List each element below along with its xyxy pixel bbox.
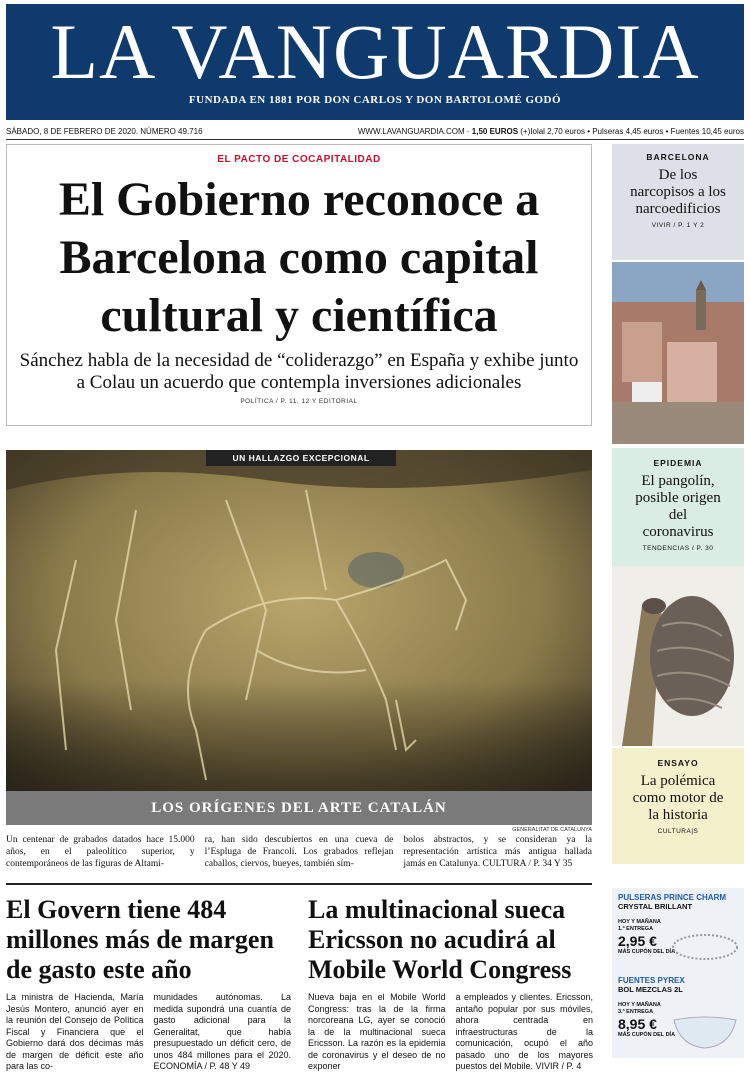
promo-price: 8,95 € [618, 1016, 657, 1032]
story-ericsson[interactable] [308, 895, 593, 1073]
sidebar-label: EPIDEMIA [653, 458, 703, 468]
divider [6, 139, 744, 140]
founded-line: FUNDADA EN 1881 POR DON CARLOS Y DON BARTOLOMÉ GODÓ [188, 94, 562, 106]
newspaper-logo[interactable]: LA VANGUARDIA [50, 8, 700, 95]
promo-bracelets[interactable] [618, 893, 740, 956]
story-col-1: La ministra de Hacienda, María Jesús Montero, anunció ayer en la reunión del Consejo de Política Fiscal y Financiera que el Gobierno dará dos décimas más de margen de déficit este año para las co- [6, 992, 144, 1071]
photo-tag: UN HALLAZGO EXCEPCIONAL [206, 450, 396, 466]
sidebar-title[interactable]: De los narcopisos a los narcoedificios [630, 167, 726, 217]
extras-price: (+)Iolal 2,70 euros • Pulseras 4,45 euros • Fuentes 10,45 euros [520, 126, 744, 136]
sidebar-title[interactable]: La polémica como motor de la historia [632, 773, 724, 823]
story-headline[interactable]: La multinacional sueca Ericsson no acudirá al Mobile World Congress [308, 895, 572, 984]
website[interactable]: WWW.LAVANGUARDIA.COM [357, 126, 465, 136]
story-headline[interactable]: El Govern tiene 484 millones más de margen de gasto este año [6, 895, 274, 984]
sidebar-teaser-epidemia[interactable] [612, 448, 744, 566]
sidebar-ref: CULTURA|S [657, 828, 699, 835]
promo-brand: FUENTES PYREX [618, 976, 685, 985]
promo-delivery: 3.ª ENTREGA [618, 1009, 654, 1015]
promo-pyrex[interactable] [618, 976, 740, 1039]
promo-product: CRYSTAL BRILLANT [618, 902, 693, 911]
promo-ad[interactable] [612, 888, 744, 1058]
promo-product: BOL MEZCLAS 2L [618, 985, 683, 994]
masthead [6, 4, 744, 120]
story-col-2: munidades autónomas. La medida supondrá una cuantía de gasto adicional para la Generalitat, que había presupuestado un déficit cero, de unos 484 millones para el 2020. ECONOMÍA / P. 48 Y 49 [153, 992, 291, 1071]
sidebar-ref: VIVIR / P. 1 Y 2 [651, 222, 705, 229]
lead-story[interactable] [6, 144, 592, 426]
promo-delivery: 1.ª ENTREGA [618, 926, 654, 932]
photo-text [6, 834, 592, 870]
bracelet-icon [670, 927, 740, 967]
sidebar-ref: TENDENCIAS / P. 30 [642, 545, 714, 552]
story-col-1: Nueva baja en el Mobile World Congress: tras la de la firma norcoreana LG, ayer se conoció la de la multinacional sueca Ericsson. La razón es la epidemia de coronavirus y el deseo de no exponer [308, 992, 446, 1071]
photo-caption: LOS ORÍGENES DEL ARTE CATALÁN [6, 791, 592, 825]
promo-price: 2,95 € [618, 933, 657, 949]
promo-coupon: MÁS CUPÓN DEL DÍA [618, 1032, 676, 1038]
promo-when: HOY Y MAÑANA [618, 1002, 661, 1008]
pangolin-photo [612, 566, 744, 746]
promo-when: HOY Y MAÑANA [618, 919, 661, 925]
promo-coupon: MÁS CUPÓN DEL DÍA [618, 949, 676, 955]
photo-credit: GENERALITAT DE CATALUNYA [512, 827, 592, 833]
photo-text-col-2: ra, han sido descubiertos en una cueva de l’Espluga de Francolí. Los grabados reflejan caballos, ciervos, bueyes, también sím- [204, 835, 394, 869]
rooftop-photo [612, 262, 744, 444]
sidebar-title[interactable]: El pangolín, posible origen del coronavirus [635, 473, 721, 540]
lead-subhead: Sánchez habla de la necesidad de “coliderazgo” en España y exhibe junto a Colau un acuerdo que contempla inversiones adicionales [19, 350, 579, 393]
sidebar-teaser-barcelona[interactable] [612, 144, 744, 260]
price-info: WWW.LAVANGUARDIA.COM · 1,50 EUROS (+)Iolal 2,70 euros • Pulseras 4,45 euros • Fuentes 10,45 euros [357, 126, 744, 136]
story-govern[interactable] [6, 895, 291, 1073]
story-body [6, 992, 291, 1073]
sidebar-label: ENSAYO [657, 758, 699, 768]
cave-rock-image [6, 450, 592, 825]
promo-brand: PULSERAS PRINCE CHARM [618, 893, 727, 902]
cave-engraving-photo[interactable] [6, 450, 592, 825]
bowl-icon [670, 1010, 740, 1050]
photo-text-col-1: Un centenar de grabados datados hace 15.000 años, en el paleolítico superior, y contemporáneos de las figuras de Altami- [6, 835, 195, 869]
issue-date: SÁBADO, 8 DE FEBRERO DE 2020. NÚMERO 49.716 [6, 126, 203, 136]
sidebar-label: BARCELONA [646, 152, 710, 162]
story-body [308, 992, 593, 1073]
lead-headline[interactable]: El Gobierno reconoce a Barcelona como capital cultural y científica [58, 173, 540, 342]
story-col-2: a empleados y clientes. Ericsson, antaño popular por sus móviles, ahora centrada en infraestructuras de la comunicación, ocupó el año pasado uno de los mayores puestos del Mobile. VIVIR / P. 4 [455, 992, 593, 1071]
lead-kicker: EL PACTO DE COCAPITALIDAD [217, 154, 381, 165]
photo-text-col-3: bolos abstractos, y se consideran ya la representación artística más antigua hallada jamás en Catalunya. CULTURA / P. 34 Y 35 [403, 835, 593, 869]
lead-section-ref: POLÍTICA / P. 11, 12 Y EDITORIAL [240, 398, 358, 405]
cover-price: 1,50 EUROS [471, 126, 519, 136]
sidebar-teaser-ensayo[interactable] [612, 748, 744, 864]
divider [6, 883, 592, 885]
dateline [6, 124, 744, 138]
